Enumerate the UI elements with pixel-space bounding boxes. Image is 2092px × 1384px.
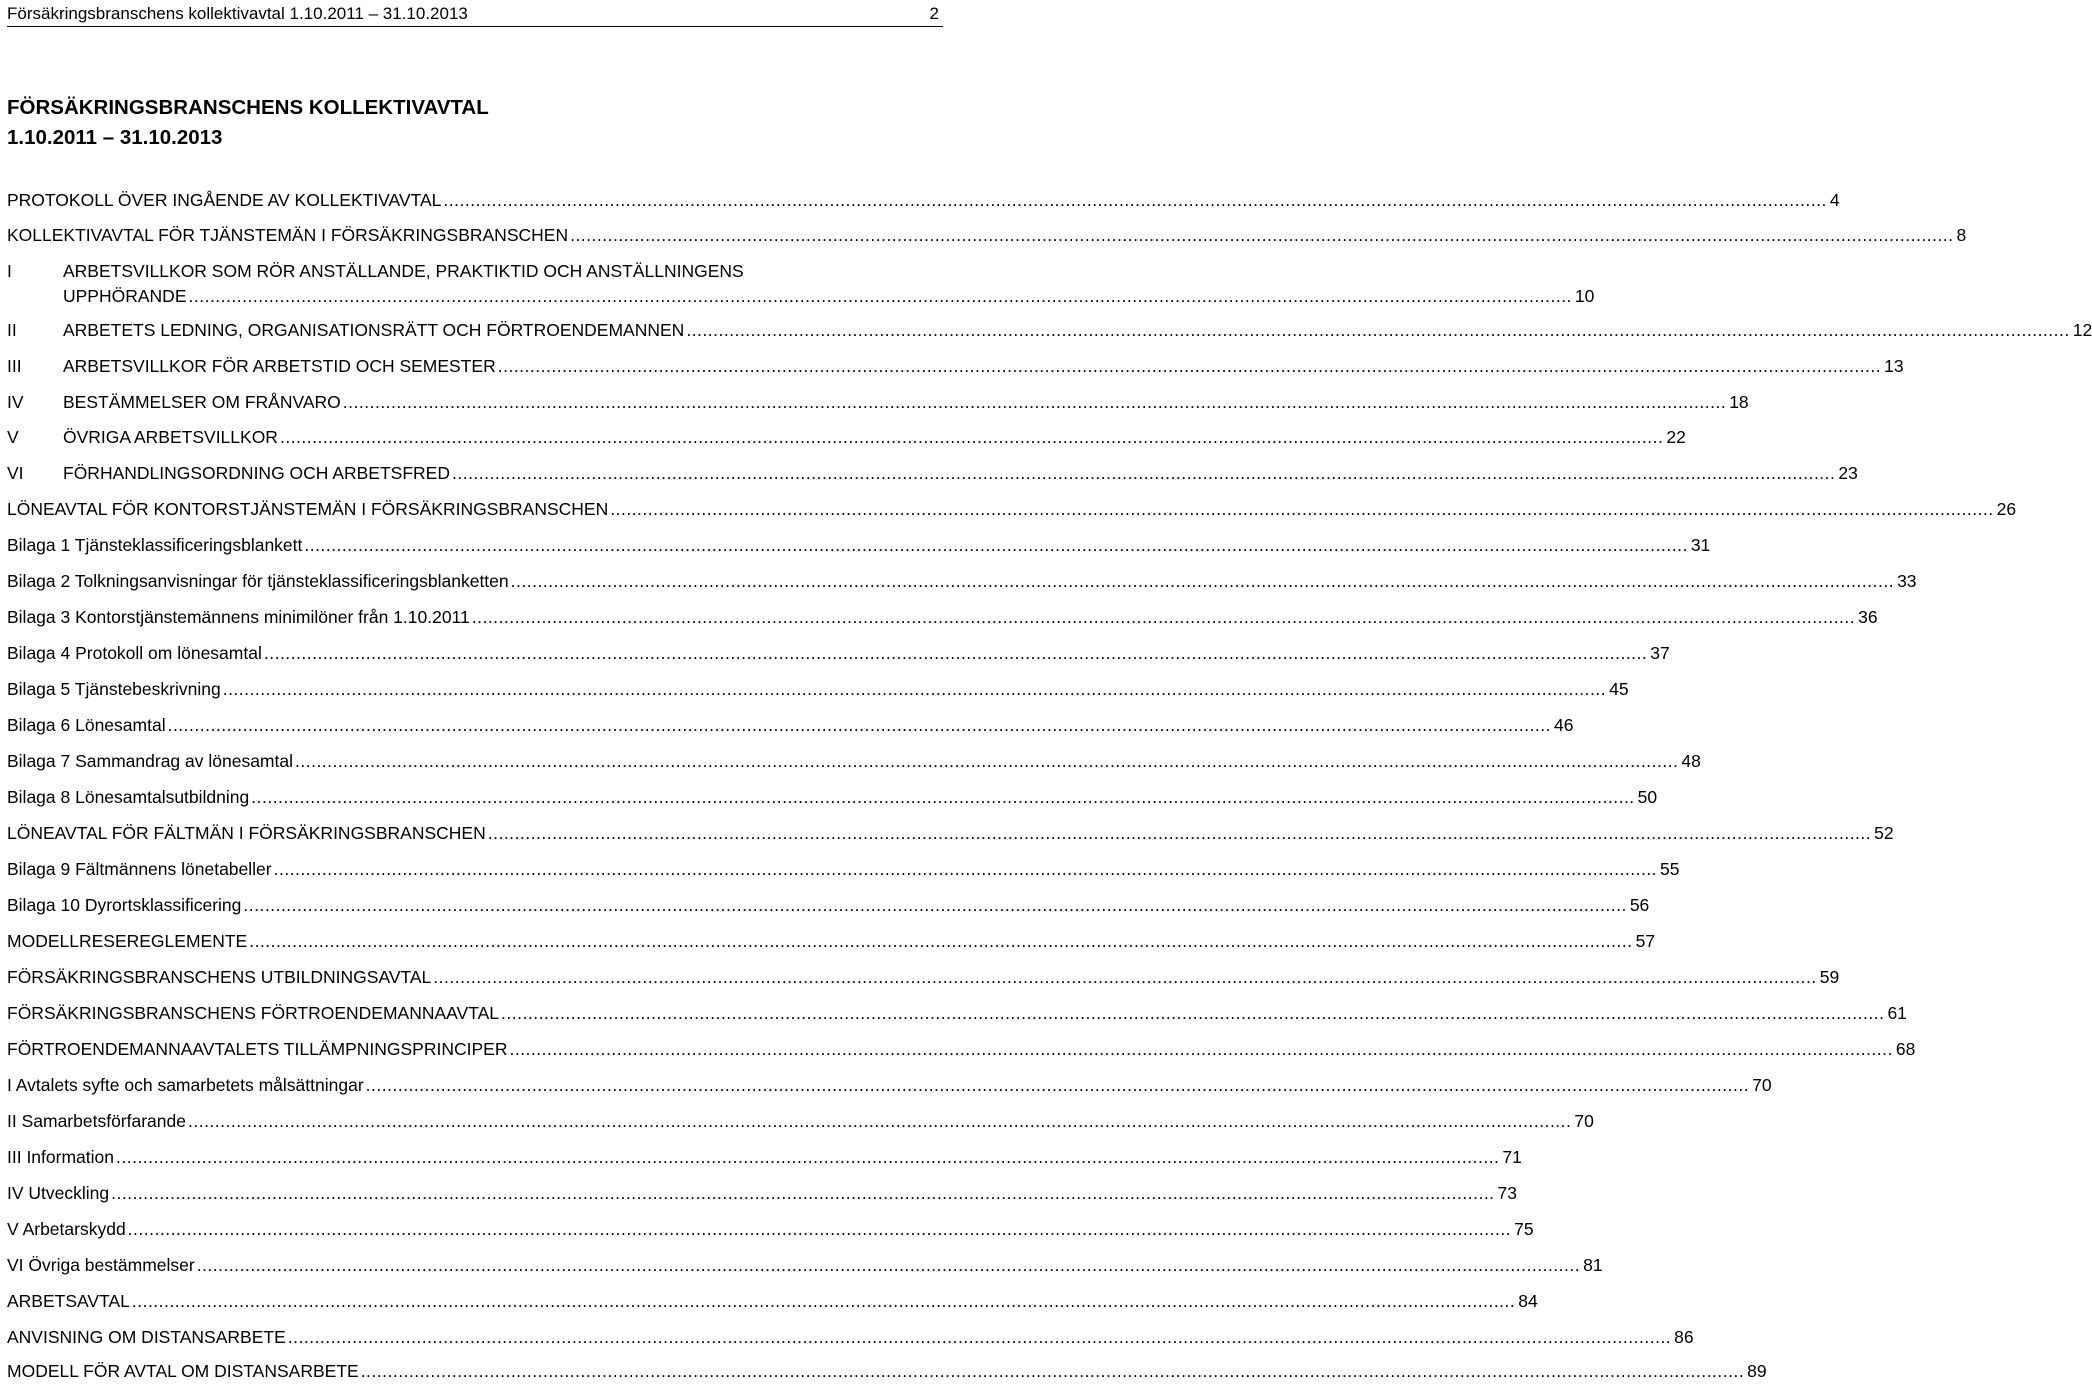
toc-entry-page: 86 bbox=[1674, 1327, 1694, 1347]
toc-entry-page: 75 bbox=[1514, 1219, 1534, 1239]
toc-entry-page: 70 bbox=[1752, 1075, 1772, 1095]
toc-entry-text-line1: ARBETSVILLKOR SOM RÖR ANSTÄLLANDE, PRAKTIKTID OCH ANSTÄLLNINGENS bbox=[63, 261, 744, 281]
toc-entry[interactable] bbox=[7, 604, 1878, 630]
dot-leader bbox=[111, 1180, 1494, 1206]
dot-leader bbox=[128, 1216, 1511, 1242]
toc-entry-text: II Samarbetsförfarande bbox=[7, 1111, 186, 1131]
toc-entry-number: VI bbox=[7, 463, 24, 483]
toc-entry[interactable] bbox=[7, 1180, 1518, 1206]
toc-entry-text: Bilaga 1 Tjänsteklassificeringsblankett bbox=[7, 535, 303, 555]
dot-leader bbox=[197, 1252, 1580, 1278]
toc-entry[interactable] bbox=[7, 784, 1658, 810]
dot-leader bbox=[570, 222, 1953, 248]
header-title: Försäkringsbranschens kollektivavtal 1.10.2011 – 31.10.2013 bbox=[7, 4, 468, 23]
toc-entry-text: FÖRTROENDEMANNAAVTALETS TILLÄMPNINGSPRINCIPER bbox=[7, 1039, 508, 1059]
toc-entry-text: KOLLEKTIVAVTAL FÖR TJÄNSTEMÄN I FÖRSÄKRINGSBRANSCHEN bbox=[7, 225, 569, 245]
toc-entry-page: 46 bbox=[1554, 715, 1574, 735]
toc-entry-number: IV bbox=[7, 392, 24, 412]
toc-entry[interactable] bbox=[7, 640, 1670, 666]
toc-entry-page: 13 bbox=[1884, 356, 1904, 376]
dot-leader bbox=[132, 1288, 1515, 1314]
toc-entry[interactable] bbox=[7, 892, 1650, 918]
toc-entry-text: I Avtalets syfte och samarbetets målsättningar bbox=[7, 1075, 364, 1095]
toc-entry[interactable] bbox=[7, 532, 1711, 558]
toc-entry[interactable] bbox=[7, 1324, 1694, 1350]
toc-entry[interactable] bbox=[7, 187, 1840, 213]
toc-entry-page: 26 bbox=[1996, 499, 2017, 519]
toc-entry-text: VI Övriga bestämmelser bbox=[7, 1255, 195, 1275]
dot-leader bbox=[188, 1108, 1571, 1134]
toc-entry-page: 84 bbox=[1518, 1291, 1538, 1311]
toc-entry-page: 37 bbox=[1650, 643, 1670, 663]
toc-entry-number: III bbox=[7, 356, 22, 376]
dot-leader bbox=[304, 532, 1687, 558]
toc-entry-page: 55 bbox=[1660, 859, 1680, 879]
toc-entry[interactable] bbox=[7, 856, 1680, 882]
toc-entry-text: ÖVRIGA ARBETSVILLKOR bbox=[63, 427, 278, 447]
toc-entry[interactable] bbox=[7, 389, 1749, 415]
toc-entry-text: III Information bbox=[7, 1147, 114, 1167]
toc-entry[interactable] bbox=[7, 1072, 1772, 1098]
toc-entry-page: 57 bbox=[1635, 931, 1656, 951]
toc-entry-page: 23 bbox=[1838, 463, 1858, 483]
toc-entry-text: PROTOKOLL ÖVER INGÅENDE AV KOLLEKTIVAVTAL bbox=[7, 190, 442, 210]
toc-entry-page: 70 bbox=[1574, 1111, 1594, 1131]
toc-entry[interactable] bbox=[7, 283, 1595, 309]
dot-leader bbox=[488, 820, 1871, 846]
toc-entry-page: 18 bbox=[1729, 392, 1749, 412]
toc-entry-text: Bilaga 4 Protokoll om lönesamtal bbox=[7, 643, 262, 663]
toc-entry-number: II bbox=[7, 320, 17, 340]
dot-leader bbox=[610, 496, 1993, 522]
toc-entry[interactable] bbox=[7, 748, 1701, 774]
dot-leader bbox=[366, 1072, 1749, 1098]
dot-leader bbox=[189, 283, 1572, 309]
toc-entry[interactable] bbox=[7, 1252, 1603, 1278]
toc-entry-text: LÖNEAVTAL FÖR FÄLTMÄN I FÖRSÄKRINGSBRANSCHEN bbox=[7, 823, 486, 843]
toc-entry-page: 22 bbox=[1666, 427, 1686, 447]
toc-entry-page: 52 bbox=[1874, 823, 1894, 843]
toc-entry-text: FÖRSÄKRINGSBRANSCHENS UTBILDNINGSAVTAL bbox=[7, 967, 432, 987]
toc-entry[interactable] bbox=[7, 712, 1574, 738]
toc-entry-page: 56 bbox=[1629, 895, 1650, 915]
toc-entry-text: UPPHÖRANDE bbox=[63, 286, 187, 306]
dot-leader bbox=[251, 784, 1634, 810]
toc-entry-page: 73 bbox=[1497, 1183, 1518, 1203]
toc-entry-page: 4 bbox=[1829, 190, 1840, 210]
header-page-number: 2 bbox=[929, 4, 939, 23]
dot-leader bbox=[249, 928, 1632, 954]
toc-entry-text: Bilaga 8 Lönesamtalsutbildning bbox=[7, 787, 250, 807]
toc-entry-page: 8 bbox=[1956, 225, 1967, 245]
table-of-contents bbox=[7, 0, 2092, 1383]
toc-entry-page: 31 bbox=[1690, 535, 1711, 555]
document-title-line2: 1.10.2011 – 31.10.2013 bbox=[7, 126, 223, 149]
toc-entry-text: MODELLRESEREGLEMENTE bbox=[7, 931, 248, 951]
toc-entry-text: LÖNEAVTAL FÖR KONTORSTJÄNSTEMÄN I FÖRSÄKRINGSBRANSCHEN bbox=[7, 499, 609, 519]
dot-leader bbox=[264, 640, 1647, 666]
toc-entry-page: 68 bbox=[1895, 1039, 1916, 1059]
dot-leader bbox=[509, 1036, 1892, 1062]
toc-entry[interactable] bbox=[7, 1288, 1538, 1314]
toc-entry-text: V Arbetarskydd bbox=[7, 1219, 126, 1239]
toc-entry-text: Bilaga 5 Tjänstebeskrivning bbox=[7, 679, 221, 699]
toc-entry-page: 59 bbox=[1819, 967, 1840, 987]
toc-entry-text: Bilaga 7 Sammandrag av lönesamtal bbox=[7, 751, 293, 771]
toc-entry-text: Bilaga 10 Dyrortsklassificering bbox=[7, 895, 242, 915]
dot-leader bbox=[274, 856, 1657, 882]
toc-entry-first-line[interactable] bbox=[7, 258, 939, 284]
toc-entry[interactable] bbox=[7, 222, 1967, 248]
dot-leader bbox=[452, 460, 1835, 486]
toc-entry-page: 33 bbox=[1897, 571, 1917, 591]
toc-entry[interactable] bbox=[7, 1216, 1534, 1242]
dot-leader bbox=[223, 676, 1606, 702]
toc-entry[interactable] bbox=[7, 676, 1629, 702]
toc-entry-text: IV Utveckling bbox=[7, 1183, 110, 1203]
toc-entry[interactable] bbox=[7, 353, 1904, 379]
toc-entry-page: 50 bbox=[1637, 787, 1658, 807]
toc-entry[interactable] bbox=[7, 1000, 1907, 1026]
dot-leader bbox=[280, 424, 1663, 450]
toc-entry-text: Bilaga 9 Fältmännens lönetabeller bbox=[7, 859, 272, 879]
dot-leader bbox=[116, 1144, 1499, 1170]
dot-leader bbox=[443, 187, 1826, 213]
toc-entry-page: 71 bbox=[1502, 1147, 1522, 1167]
toc-entry-text: ANVISNING OM DISTANSARBETE bbox=[7, 1327, 286, 1347]
toc-entry-text: FÖRSÄKRINGSBRANSCHENS FÖRTROENDEMANNAAVTAL bbox=[7, 1003, 500, 1023]
document-title-line1: FÖRSÄKRINGSBRANSCHENS KOLLEKTIVAVTAL bbox=[7, 96, 489, 119]
dot-leader bbox=[288, 1324, 1671, 1350]
dot-leader bbox=[686, 317, 2069, 343]
dot-leader bbox=[511, 568, 1894, 594]
toc-entry[interactable] bbox=[7, 1036, 1916, 1062]
toc-entry[interactable] bbox=[7, 1358, 1767, 1384]
toc-entry[interactable] bbox=[7, 460, 1858, 486]
toc-entry[interactable] bbox=[7, 568, 1917, 594]
toc-entry-page: 81 bbox=[1583, 1255, 1603, 1275]
dot-leader bbox=[361, 1358, 1744, 1384]
toc-entry-text: ARBETETS LEDNING, ORGANISATIONSRÄTT OCH FÖRTROENDEMANNEN bbox=[63, 320, 685, 340]
dot-leader bbox=[498, 353, 1881, 379]
toc-entry-page: 36 bbox=[1858, 607, 1878, 627]
toc-entry-text: Bilaga 3 Kontorstjänstemännens minimilöner från 1.10.2011 bbox=[7, 607, 470, 627]
toc-entry-text: Bilaga 6 Lönesamtal bbox=[7, 715, 166, 735]
toc-entry[interactable] bbox=[7, 964, 1840, 990]
toc-entry-page: 12 bbox=[2072, 320, 2092, 340]
toc-entry[interactable] bbox=[7, 928, 1656, 954]
toc-entry[interactable] bbox=[7, 1108, 1594, 1134]
toc-entry-text: MODELL FÖR AVTAL OM DISTANSARBETE bbox=[7, 1361, 359, 1381]
toc-entry[interactable] bbox=[7, 496, 2017, 522]
toc-entry-text: Bilaga 2 Tolkningsanvisningar för tjänsteklassificeringsblanketten bbox=[7, 571, 509, 591]
toc-entry-number: V bbox=[7, 427, 19, 447]
dot-leader bbox=[472, 604, 1855, 630]
toc-entry-text: BESTÄMMELSER OM FRÅNVARO bbox=[63, 392, 341, 412]
toc-entry-text: ARBETSVILLKOR FÖR ARBETSTID OCH SEMESTER bbox=[63, 356, 496, 376]
toc-entry-text: FÖRHANDLINGSORDNING OCH ARBETSFRED bbox=[63, 463, 450, 483]
dot-leader bbox=[243, 892, 1626, 918]
dot-leader bbox=[295, 748, 1678, 774]
toc-entry[interactable] bbox=[7, 820, 1894, 846]
toc-entry[interactable] bbox=[7, 424, 1686, 450]
toc-entry-text: ARBETSAVTAL bbox=[7, 1291, 130, 1311]
dot-leader bbox=[168, 712, 1551, 738]
toc-entry[interactable] bbox=[7, 317, 2092, 343]
toc-entry[interactable] bbox=[7, 1144, 1522, 1170]
toc-entry-page: 61 bbox=[1887, 1003, 1907, 1023]
toc-entry-number: I bbox=[7, 261, 12, 281]
toc-entry-page: 10 bbox=[1574, 286, 1595, 306]
toc-entry-page: 45 bbox=[1609, 679, 1629, 699]
toc-entry-page: 89 bbox=[1747, 1361, 1767, 1381]
dot-leader bbox=[501, 1000, 1884, 1026]
toc-entry-page: 48 bbox=[1681, 751, 1701, 771]
dot-leader bbox=[433, 964, 1816, 990]
dot-leader bbox=[343, 389, 1726, 415]
